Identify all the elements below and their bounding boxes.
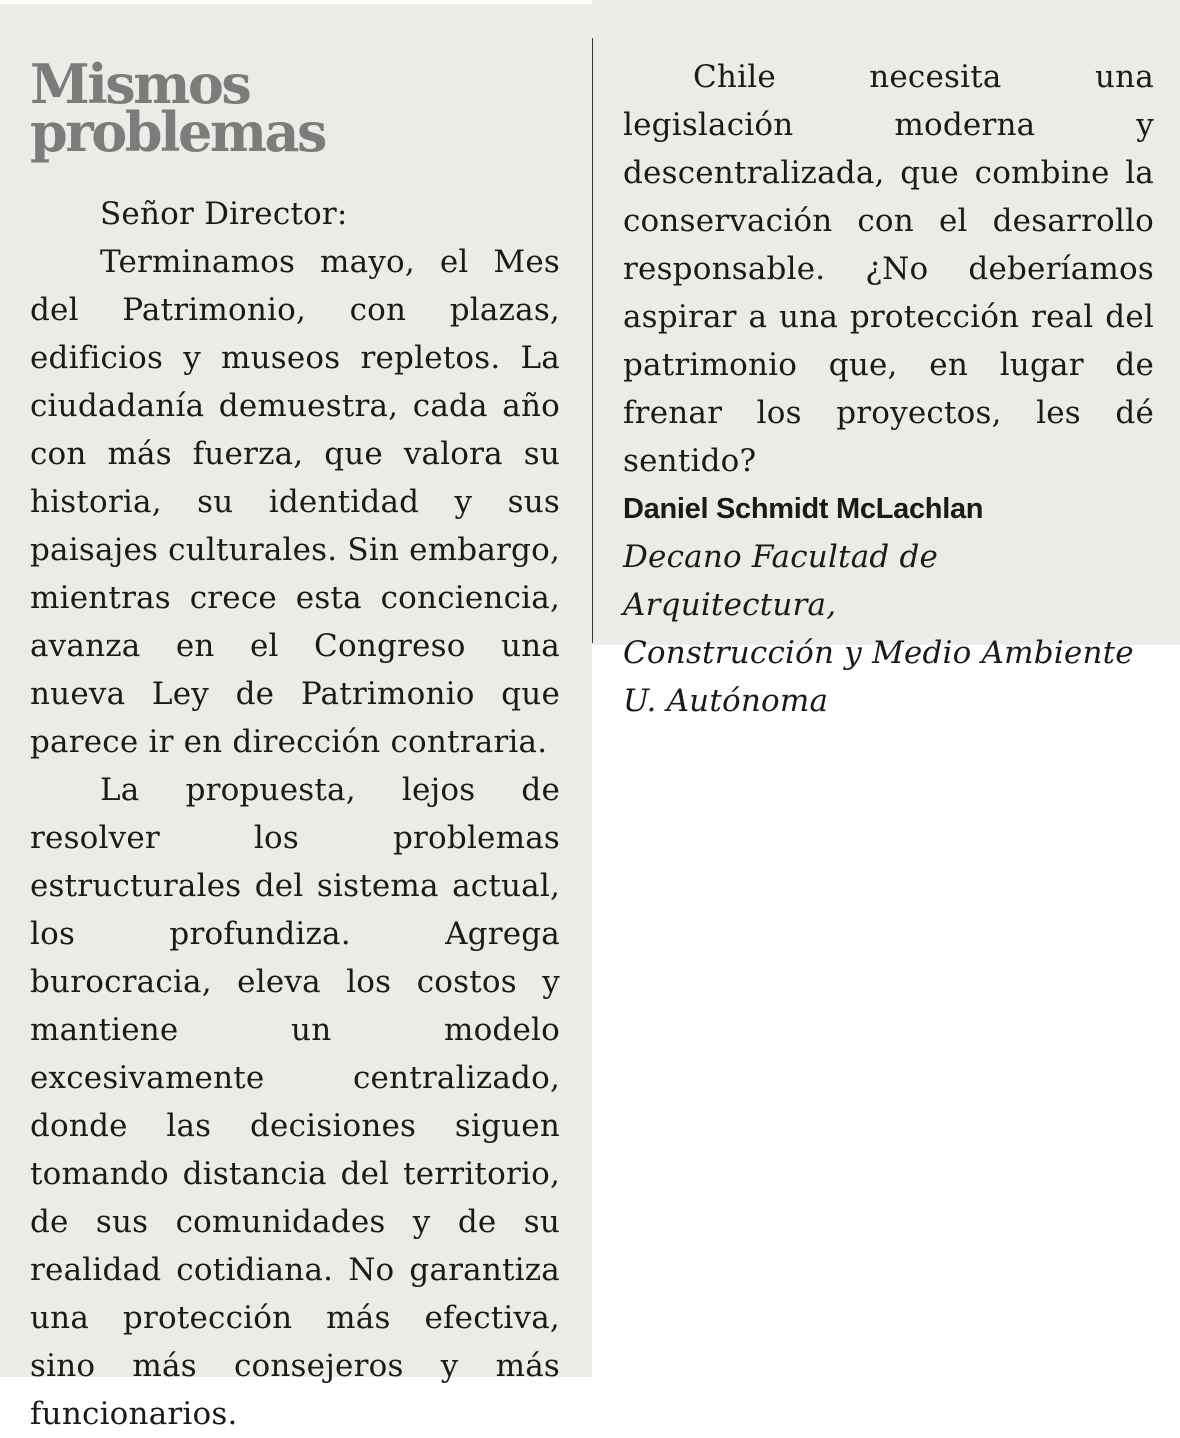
author-role-line-1: Decano Facultad de Arquitectura, <box>623 539 939 623</box>
headline-line-2: problemas <box>30 100 325 164</box>
letter-column-left <box>30 190 560 1438</box>
author-role-line-3: U. Autónoma <box>623 683 829 719</box>
author-role <box>623 533 1154 725</box>
letter-paragraph-3: Chile necesita una legislación moderna y descentralizada, que combine la conservación con el desarrollo responsable. ¿No deberíamos aspirar a una protección real del patrimonio que, en lugar de frenar los proyectos, les dé sentido? <box>623 59 1154 479</box>
letter-paragraph-1: Terminamos mayo, el Mes del Patrimonio, con plazas, edificios y museos repletos. La ciudadanía demuestra, cada año con más fuerza, que valora su historia, su identidad y sus paisajes culturales. Sin embargo, mientras crece esta conciencia, avanza en el Congreso una nueva Ley de Patrimonio que parece ir en dirección contraria. <box>30 244 561 760</box>
author-role-line-2: Construcción y Medio Ambiente <box>623 635 1134 671</box>
column-divider <box>592 38 593 643</box>
letter-paragraph-2: La propuesta, lejos de resolver los problemas estructurales del sistema actual, los profundiza. Agrega burocracia, eleva los costos y mantiene un modelo excesivamente centralizado, donde las decisiones siguen tomando distancia del territorio, de sus comunidades y de su realidad cotidiana. No garantiza una protección más efectiva, sino más consejeros y más funcionarios. <box>30 772 560 1432</box>
salutation: Señor Director: <box>100 196 348 232</box>
headline-line-1: Mismos <box>30 52 250 116</box>
author-name: Daniel Schmidt McLachlan <box>623 493 984 525</box>
letter-column-right <box>623 53 1154 725</box>
headline <box>30 52 325 164</box>
